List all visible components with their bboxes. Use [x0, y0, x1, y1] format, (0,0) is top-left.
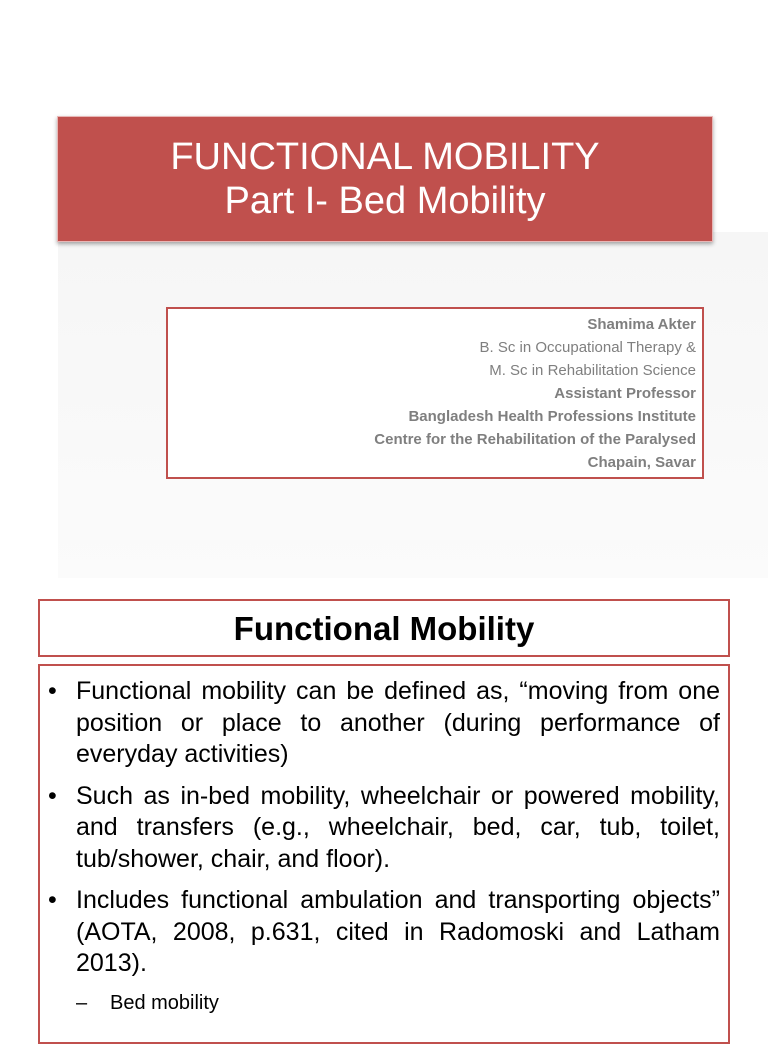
author-degree-2: M. Sc in Rehabilitation Science	[489, 362, 696, 379]
bullet-item-1	[48, 676, 720, 771]
title-line-2: Part I- Bed Mobility	[224, 180, 546, 222]
slide-heading: Functional Mobility	[38, 599, 730, 657]
author-organization: Centre for the Rehabilitation of the Paralysed	[374, 431, 696, 448]
content-box	[38, 664, 730, 1044]
bullet-text: Such as in-bed mobility, wheelchair or powered mobility, and transfers (e.g., wheelchair, bed, car, tub, toilet, tub/shower, chair, and floor).	[76, 781, 720, 873]
bullet-icon: •	[48, 781, 57, 810]
author-institute: Bangladesh Health Professions Institute	[408, 408, 696, 425]
sub-item-text: Bed mobility	[110, 991, 219, 1014]
author-info-box	[166, 307, 704, 479]
bullet-item-3	[48, 885, 720, 980]
author-name: Shamima Akter	[587, 316, 696, 333]
bullet-text: Includes functional ambulation and transporting objects” (AOTA, 2008, p.631, cited in Radomoski and Latham 2013).	[76, 886, 720, 977]
bullet-item-2	[48, 781, 720, 876]
dash-icon: –	[76, 991, 88, 1014]
title-banner	[57, 116, 713, 242]
bullet-icon: •	[48, 677, 57, 705]
bullet-text: Functional mobility can be defined as, “moving from one position or place to another (during performance of everyday activities)	[76, 677, 720, 768]
author-degree-1: B. Sc in Occupational Therapy &	[479, 339, 696, 356]
author-position: Assistant Professor	[554, 385, 696, 402]
author-location: Chapain, Savar	[587, 454, 696, 471]
title-line-1: FUNCTIONAL MOBILITY	[170, 136, 600, 178]
sub-item-bed-mobility	[76, 990, 720, 1016]
bullet-icon: •	[48, 886, 57, 914]
